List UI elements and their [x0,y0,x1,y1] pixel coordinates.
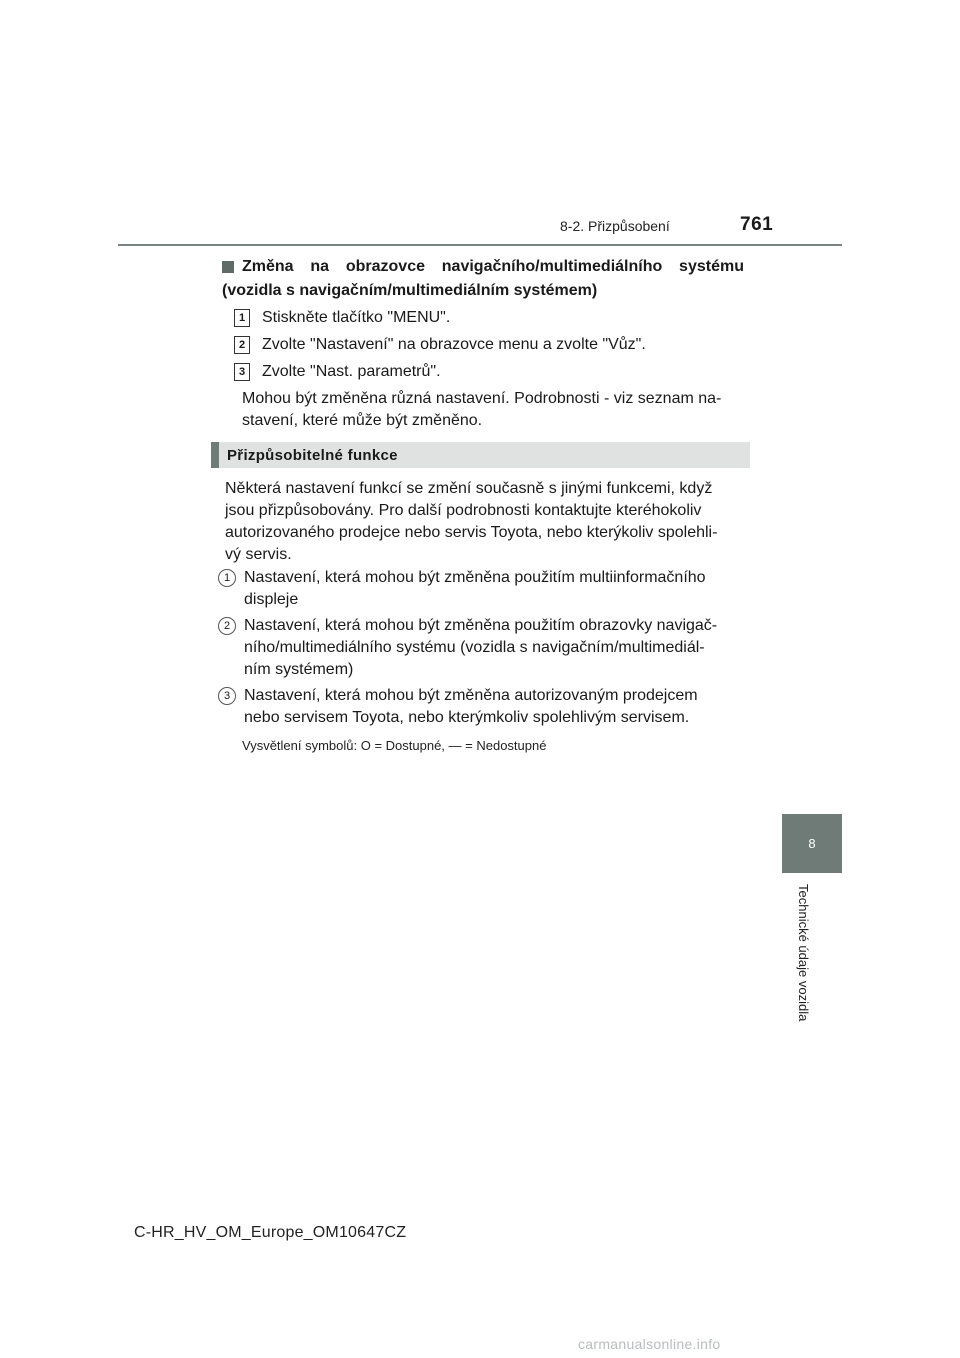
circled-number-icon: 2 [218,617,236,635]
square-bullet-icon [222,261,234,273]
circled-number-icon: 1 [218,569,236,587]
step-text: Zvolte "Nastavení" na obrazovce menu a zvolte "Vůz". [262,336,646,353]
step-item [234,363,754,381]
item-line: Nastavení, která mohou být změněna použitím multiinformačního [244,569,706,586]
item-line: ním systémem) [244,661,354,678]
heading-word: navigačního/multimediálního [441,258,663,275]
intro-line: Některá nastavení funkcí se změní současně s jinými funkcemi, když [225,480,713,497]
step-item [234,309,754,327]
chapter-label: Technické údaje vozidla [796,884,811,1022]
watermark-text: carmanualsonline.info [578,1336,721,1352]
intro-line: autorizovaného prodejce nebo servis Toyota, nebo kterýkoliv spolehli- [225,524,718,541]
note-line: Mohou být změněna různá nastavení. Podrobnosti - viz seznam na- [242,390,722,407]
chapter-tab [782,814,842,873]
step-number-box: 3 [234,363,250,381]
circled-number-icon: 3 [218,687,236,705]
symbol-legend: Vysvětlení symbolů: O = Dostupné, — = Nedostupné [242,738,547,753]
settings-note [242,388,744,432]
list-item [218,685,744,729]
heading-line-2: (vozidla s navigačním/multimediálním systémem) [222,282,598,299]
heading-word: na [310,258,330,275]
item-line: displeje [244,591,299,608]
subsection-heading [222,255,744,303]
item-line: nebo servisem Toyota, nebo kterýmkoliv spolehlivým servisem. [244,709,690,726]
header-section-title: 8-2. Přizpůsobení [560,218,670,234]
document-code: C-HR_HV_OM_Europe_OM10647CZ [134,1224,407,1241]
step-item [234,336,754,354]
item-line: Nastavení, která mohou být změněna použitím obrazovky navigač- [244,617,718,634]
intro-paragraph [225,478,744,566]
note-line: stavení, které může být změněno. [242,412,483,429]
heading-word: Změna [242,258,294,275]
header-divider [118,244,842,246]
step-text: Zvolte "Nast. parametrů". [262,363,441,380]
intro-line: vý servis. [225,546,292,563]
item-line: Nastavení, která mohou být změněna autorizovaným prodejcem [244,687,698,704]
page-number: 761 [740,214,774,235]
list-item [218,567,744,611]
chapter-number: 8 [808,836,816,851]
heading-word: obrazovce [345,258,425,275]
step-number-box: 2 [234,336,250,354]
heading-word: systému [679,258,744,275]
intro-line: jsou přizpůsobovány. Pro další podrobnosti kontaktujte kteréhokoliv [225,502,702,519]
item-line: ního/multimediálního systému (vozidla s navigačním/multimediál- [244,639,705,656]
step-text: Stiskněte tlačítko "MENU". [262,309,451,326]
step-number-box: 1 [234,309,250,327]
list-item [218,615,744,681]
section-title-bar: Přizpůsobitelné funkce [211,442,750,468]
